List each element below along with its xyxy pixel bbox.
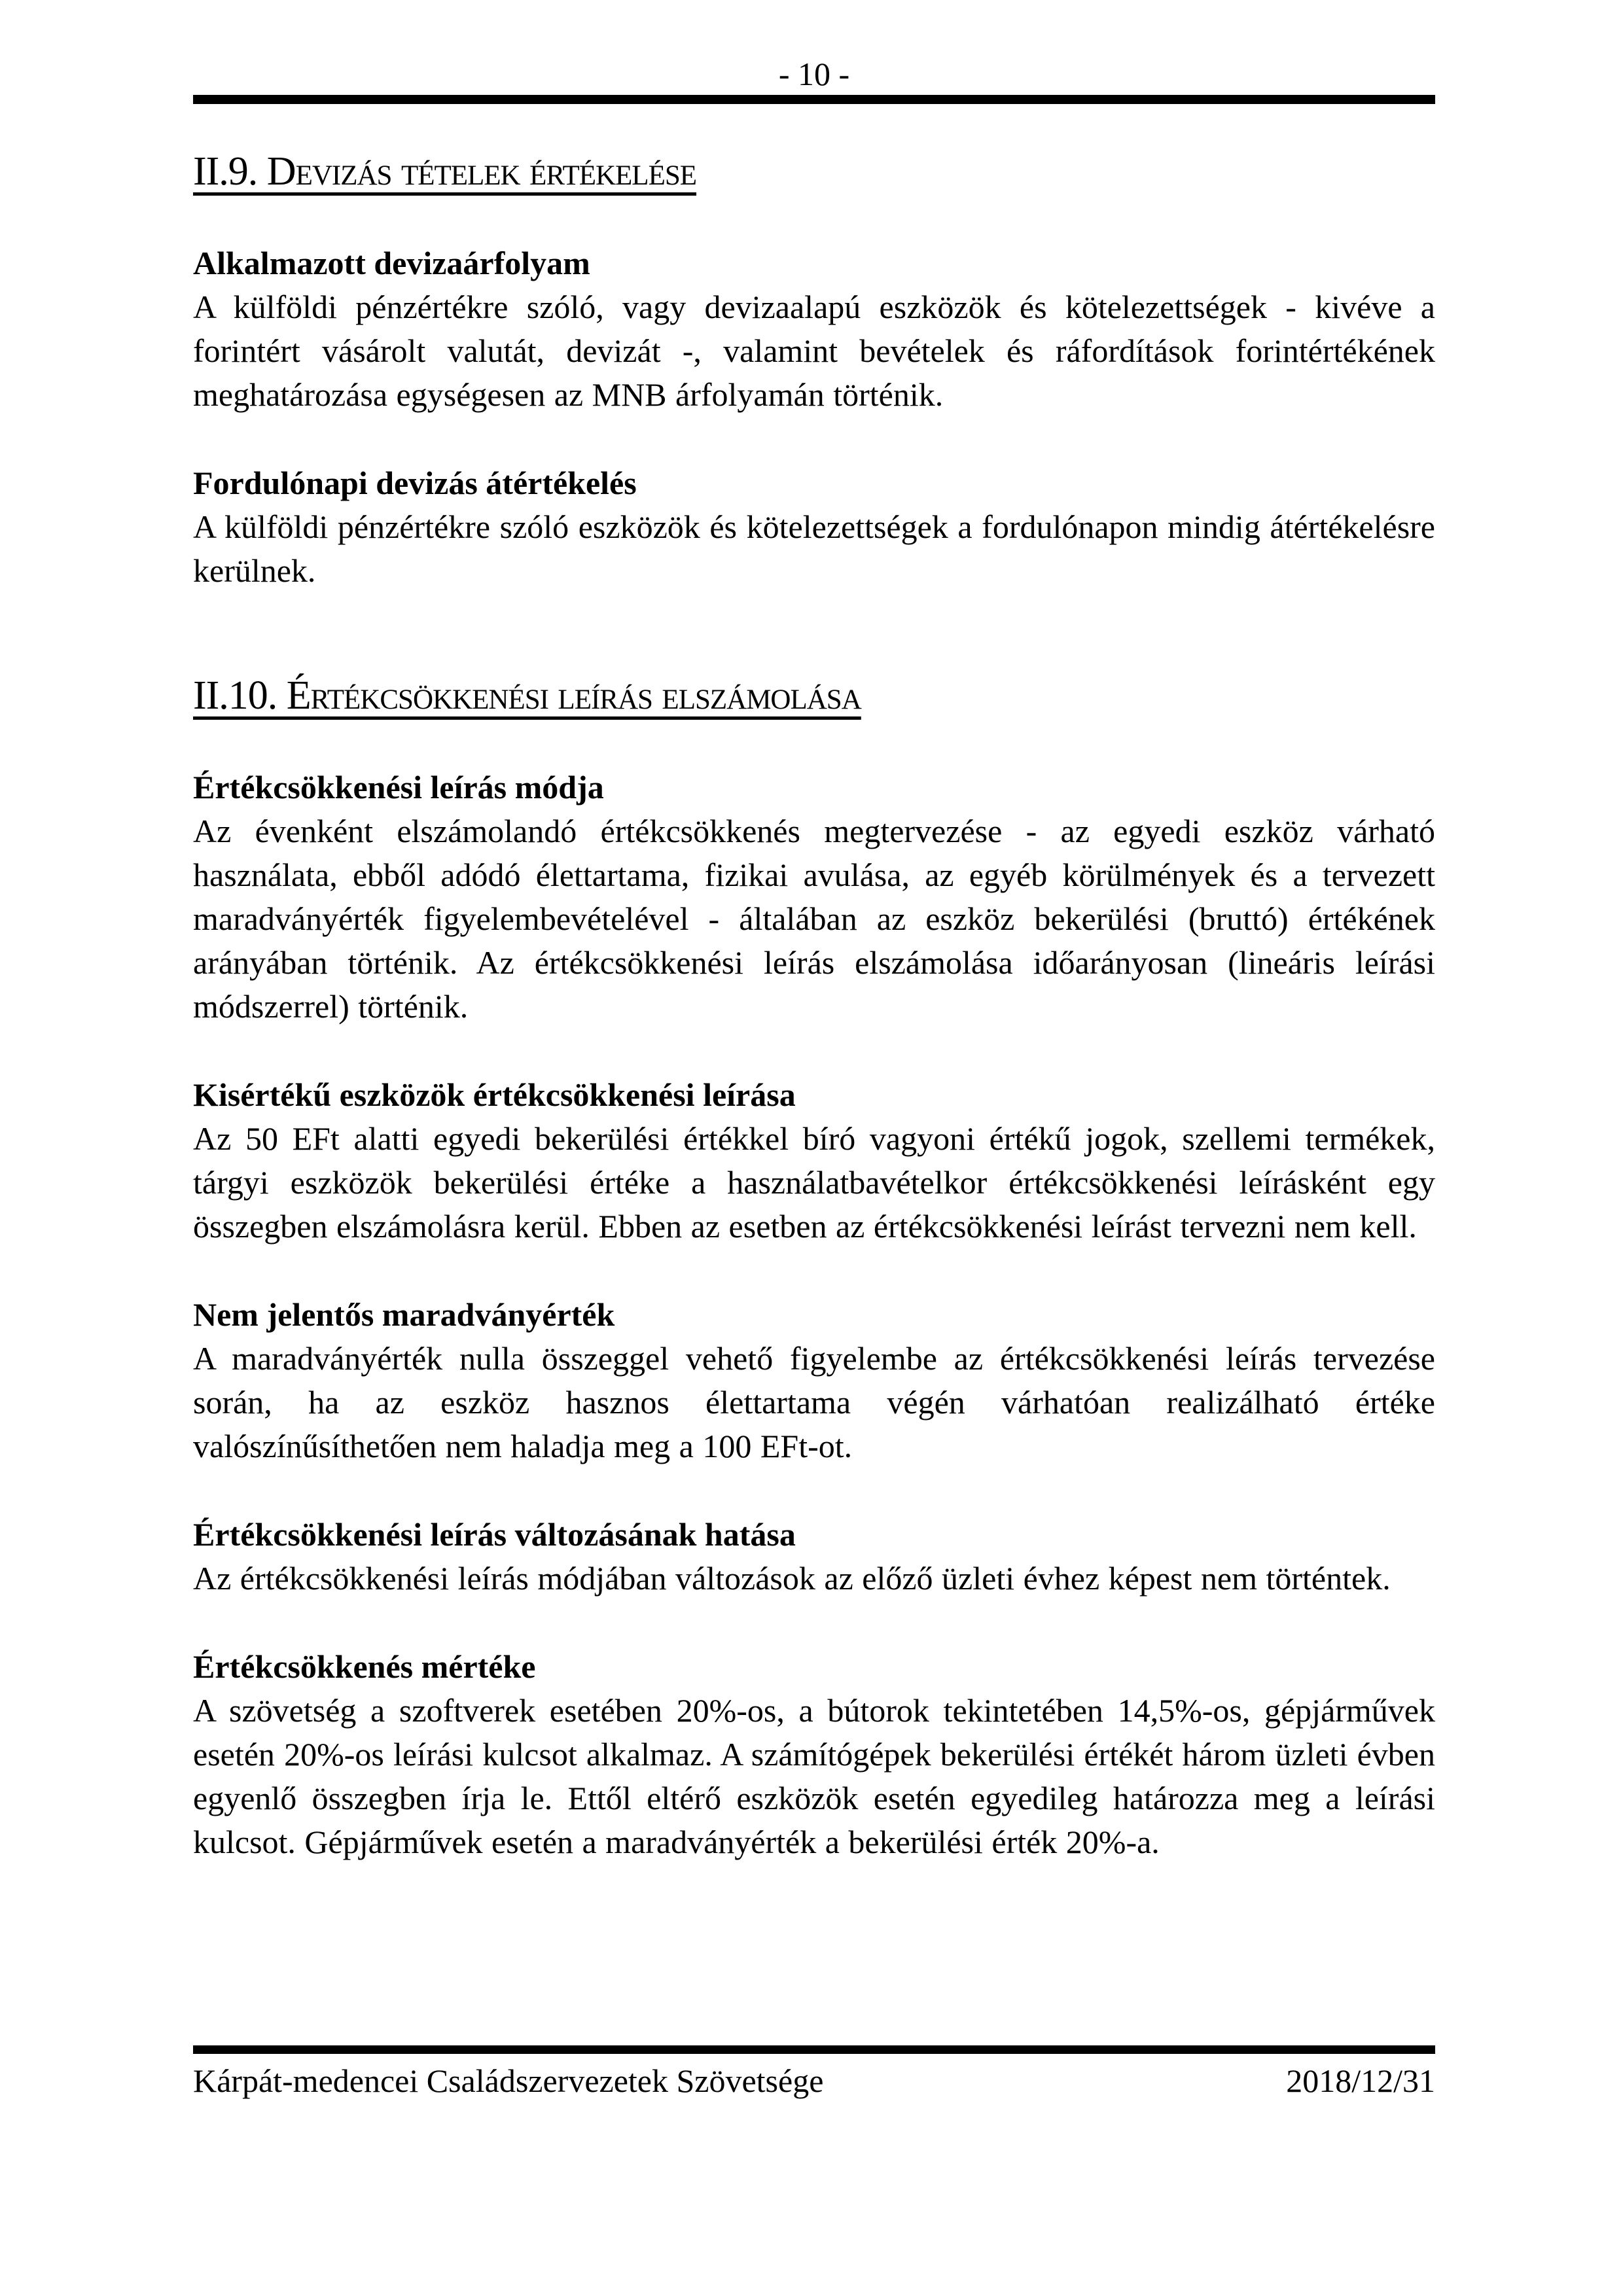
header-rule	[193, 95, 1435, 104]
page-number: - 10 -	[778, 56, 850, 92]
footer-date: 2018/12/31	[1286, 2062, 1435, 2099]
subsection-title-kiserteku-eszkozok: Kisértékű eszközök értékcsökkenési leírása	[193, 1076, 796, 1113]
subsection-body-ertekcsokkenes-merteke: A szövetség a szoftverek esetében 20%-os, a bútorok tekintetében 14,5%-os, gépjárművek esetén 20%-os leírási kulcsot alkalmaz. A számítógépek bekerülési értékét három üzleti évben egyenlő összegben írja le. Ettől eltérő eszközök esetén egyedileg határozza meg a leírási kulcsot. Gépjárművek esetén a maradványérték a bekerülési érték 20%-a.	[193, 1692, 1435, 1860]
section-ii10-heading: II.10. Értékcsökkenési leírás elszámolása	[193, 673, 861, 718]
footer-row	[193, 2060, 1435, 2101]
page-content	[0, 56, 1623, 1864]
subsection-title-nem-jelentos-maradvanyertek: Nem jelentős maradványérték	[193, 1296, 615, 1333]
subsection-body-fordulonapi-devizas-atertekeles: A külföldi pénzértékre szóló eszközök és kötelezettségek a fordulónapon mindig átértékelésre kerülnek.	[193, 508, 1435, 589]
section-ii10	[193, 670, 1435, 1864]
footer-organization: Kárpát-medencei Családszervezetek Szövetsége	[193, 2062, 824, 2099]
subsection-title-alkalmazott-devizaarfolyam: Alkalmazott devizaárfolyam	[193, 245, 590, 281]
subsection-body-leiras-valtozasanak-hatasa: Az értékcsökkenési leírás módjában változások az előző üzleti évhez képest nem történtek.	[193, 1560, 1391, 1597]
subsection-body-alkalmazott-devizaarfolyam: A külföldi pénzértékre szóló, vagy devizaalapú eszközök és kötelezettségek - kivéve a forintért vásárolt valutát, devizát -, valamint bevételek és ráfordítások forintértékének meghatározása egységesen az MNB árfolyamán történik.	[193, 289, 1435, 413]
subsection-title-ertekcsokkenes-merteke: Értékcsökkenés mértéke	[193, 1648, 536, 1685]
page-footer	[193, 2045, 1435, 2101]
subsection-body-nem-jelentos-maradvanyertek: A maradványérték nulla összeggel vehető figyelembe az értékcsökkenési leírás tervezése során, ha az eszköz hasznos élettartama végén várhatóan realizálható értéke valószínűsíthetően nem haladja meg a 100 EFt-ot.	[193, 1340, 1435, 1464]
subsection-body-ertekcsokkenesi-leiras-modja: Az évenként elszámolandó értékcsökkenés megtervezése - az egyedi eszköz várható használata, ebből adódó élettartama, fizikai avulása, az egyéb körülmények és a tervezett maradványérték figyelembevételével - általában az eszköz bekerülési (bruttó) értékének arányában történik. Az értékcsökkenési leírás elszámolása időarányosan (lineáris leírási módszerrel) történik.	[193, 813, 1435, 1025]
subsection-body-kiserteku-eszkozok: Az 50 EFt alatti egyedi bekerülési értékkel bíró vagyoni értékű jogok, szellemi termékek, tárgyi eszközök bekerülési értéke a használatbavételkor értékcsökkenési leírásként egy összegben elszámolásra kerül. Ebben az esetben az értékcsökkenési leírást tervezni nem kell.	[193, 1120, 1435, 1245]
subsection-title-ertekcsokkenesi-leiras-modja: Értékcsökkenési leírás módja	[193, 769, 604, 805]
subsection-title-fordulonapi-devizas-atertekeles: Fordulónapi devizás átértékelés	[193, 465, 637, 501]
section-ii9-heading: II.9. Devizás tételek értékelése	[193, 149, 697, 194]
footer-rule	[193, 2045, 1435, 2054]
section-ii9	[193, 146, 1435, 593]
subsection-title-leiras-valtozasanak-hatasa: Értékcsökkenési leírás változásának hatása	[193, 1516, 796, 1553]
